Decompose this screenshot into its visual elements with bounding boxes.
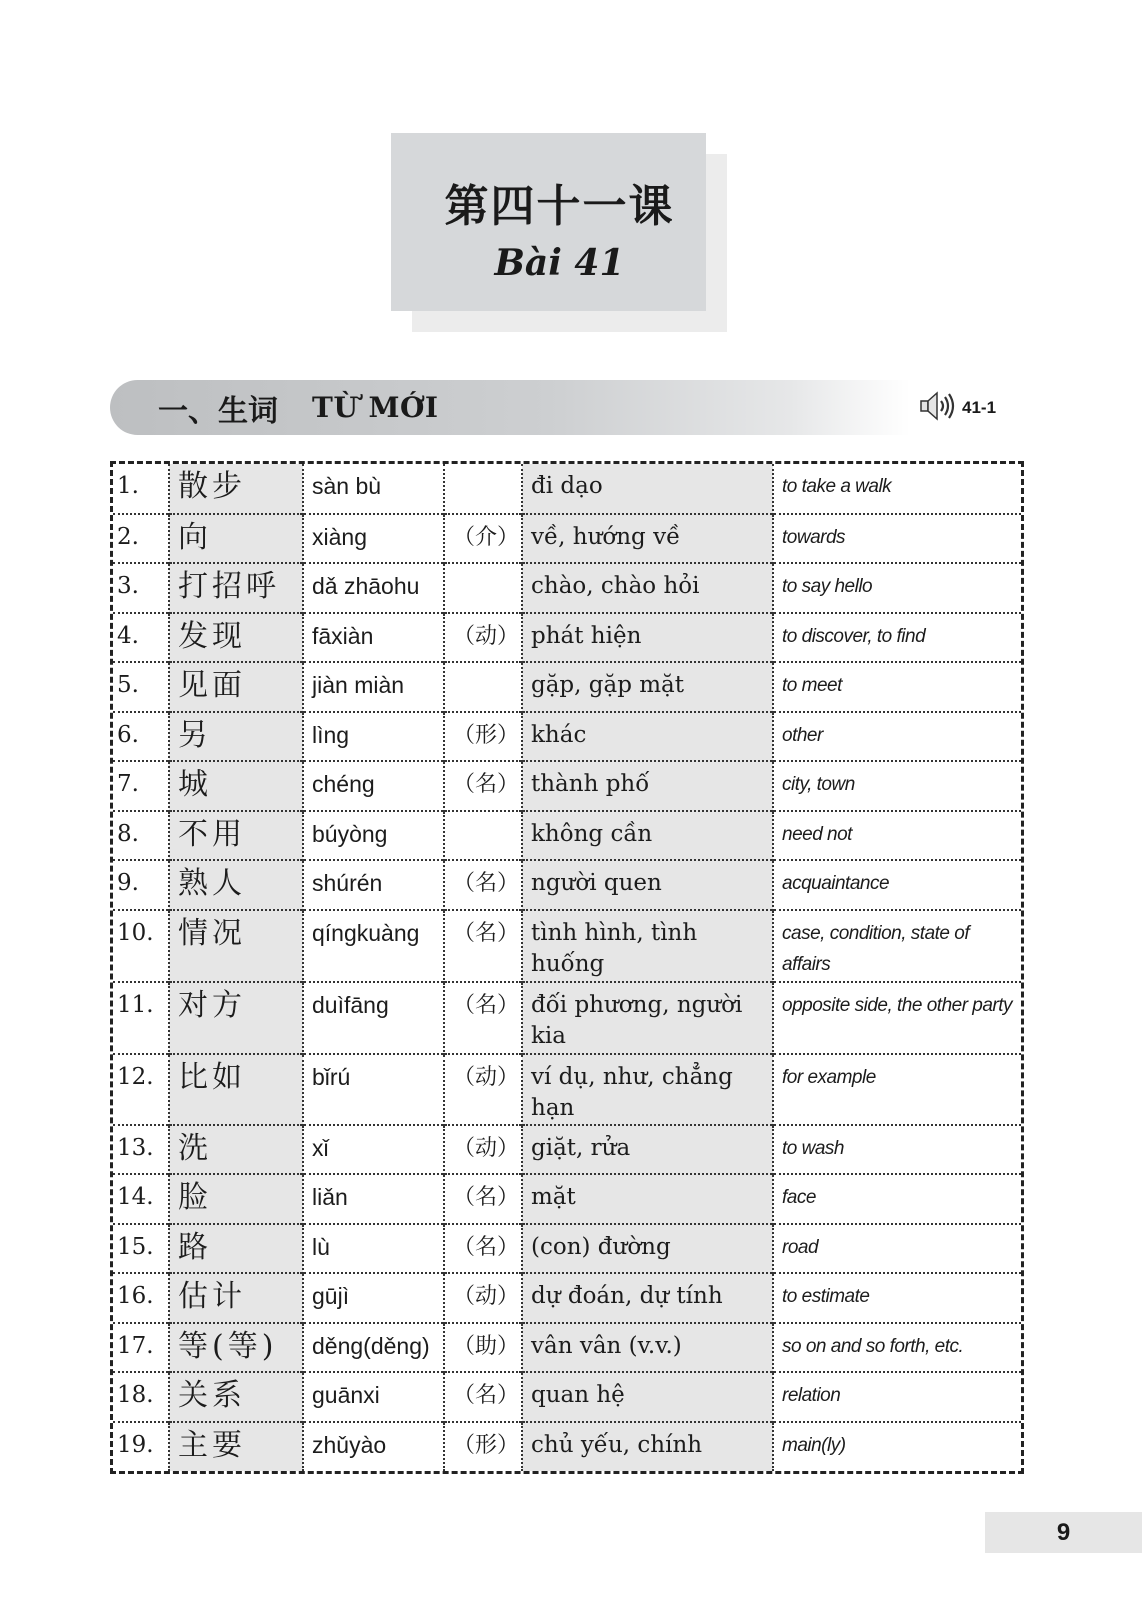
row-number: 18. — [113, 1372, 169, 1422]
table-row — [113, 910, 1021, 982]
part-of-speech-cell: （形） — [444, 1422, 522, 1472]
vietnamese-meaning-cell: (con) đường — [522, 1224, 773, 1274]
vocabulary-table — [110, 461, 1024, 1474]
english-meaning-cell: relation — [773, 1372, 1021, 1422]
part-of-speech-cell: （名） — [444, 1372, 522, 1422]
vietnamese-meaning-cell: chủ yếu, chính — [522, 1422, 773, 1472]
hanzi-cell: 城 — [169, 761, 303, 811]
table-row — [113, 860, 1021, 910]
pinyin-cell: liǎn — [303, 1174, 444, 1224]
hanzi-cell: 估计 — [169, 1273, 303, 1323]
english-meaning-cell: to wash — [773, 1125, 1021, 1175]
english-meaning-cell: other — [773, 712, 1021, 762]
pinyin-cell: děng(děng) — [303, 1323, 444, 1373]
part-of-speech-cell: （介） — [444, 514, 522, 564]
hanzi-cell: 熟人 — [169, 860, 303, 910]
vietnamese-meaning-cell: quan hệ — [522, 1372, 773, 1422]
english-meaning-cell: need not — [773, 811, 1021, 861]
section-title-chinese: 一、生词 — [158, 393, 278, 429]
vietnamese-meaning-cell: người quen — [522, 860, 773, 910]
row-number: 5. — [113, 662, 169, 712]
audio-track-label: 41-1 — [962, 398, 997, 417]
pinyin-cell: lìng — [303, 712, 444, 762]
hanzi-cell: 比如 — [169, 1054, 303, 1125]
part-of-speech-cell: （名） — [444, 910, 522, 982]
hanzi-cell: 情况 — [169, 910, 303, 982]
hanzi-cell: 向 — [169, 514, 303, 564]
hanzi-cell: 主要 — [169, 1422, 303, 1472]
pinyin-cell: qíngkuàng — [303, 910, 444, 982]
part-of-speech-cell — [444, 662, 522, 712]
vietnamese-meaning-cell: giặt, rửa — [522, 1125, 773, 1175]
hanzi-cell: 脸 — [169, 1174, 303, 1224]
vietnamese-meaning-cell: mặt — [522, 1174, 773, 1224]
part-of-speech-cell: （名） — [444, 1224, 522, 1274]
english-meaning-cell: to meet — [773, 662, 1021, 712]
vietnamese-meaning-cell: về, hướng về — [522, 514, 773, 564]
table-row — [113, 613, 1021, 663]
page-number-box — [985, 1512, 1142, 1553]
pinyin-cell: guānxi — [303, 1372, 444, 1422]
pinyin-cell: zhǔyào — [303, 1422, 444, 1472]
audio-track-reference[interactable] — [918, 390, 996, 426]
part-of-speech-cell — [444, 811, 522, 861]
vietnamese-meaning-cell: đi dạo — [522, 464, 773, 514]
vietnamese-meaning-cell: thành phố — [522, 761, 773, 811]
pinyin-cell: jiàn miàn — [303, 662, 444, 712]
part-of-speech-cell: （名） — [444, 982, 522, 1054]
english-meaning-cell: opposite side, the other party — [773, 982, 1021, 1054]
table-row — [113, 1422, 1021, 1472]
row-number: 12. — [113, 1054, 169, 1125]
pinyin-cell: dǎ zhāohu — [303, 563, 444, 613]
row-number: 2. — [113, 514, 169, 564]
row-number: 11. — [113, 982, 169, 1054]
row-number: 15. — [113, 1224, 169, 1274]
part-of-speech-cell: （动） — [444, 1054, 522, 1125]
english-meaning-cell: to discover, to find — [773, 613, 1021, 663]
english-meaning-cell: case, condition, state of affairs — [773, 910, 1021, 982]
pinyin-cell: duìfāng — [303, 982, 444, 1054]
hanzi-cell: 关系 — [169, 1372, 303, 1422]
row-number: 7. — [113, 761, 169, 811]
row-number: 6. — [113, 712, 169, 762]
english-meaning-cell: main(ly) — [773, 1422, 1021, 1472]
table-row — [113, 1125, 1021, 1175]
hanzi-cell: 等(等) — [169, 1323, 303, 1373]
pinyin-cell: shúrén — [303, 860, 444, 910]
lesson-title-vietnamese: Bài 41 — [494, 242, 625, 284]
english-meaning-cell: for example — [773, 1054, 1021, 1125]
part-of-speech-cell: （助） — [444, 1323, 522, 1373]
vietnamese-meaning-cell: dự đoán, dự tính — [522, 1273, 773, 1323]
hanzi-cell: 不用 — [169, 811, 303, 861]
pinyin-cell: xǐ — [303, 1125, 444, 1175]
row-number: 17. — [113, 1323, 169, 1373]
pinyin-cell: bǐrú — [303, 1054, 444, 1125]
row-number: 19. — [113, 1422, 169, 1472]
hanzi-cell: 路 — [169, 1224, 303, 1274]
part-of-speech-cell: （动） — [444, 1273, 522, 1323]
vietnamese-meaning-cell: chào, chào hỏi — [522, 563, 773, 613]
english-meaning-cell: face — [773, 1174, 1021, 1224]
section-header-bar — [110, 380, 910, 435]
page-number: 9 — [1056, 1518, 1071, 1546]
hanzi-cell: 见面 — [169, 662, 303, 712]
pinyin-cell: gūjì — [303, 1273, 444, 1323]
table-row — [113, 563, 1021, 613]
english-meaning-cell: city, town — [773, 761, 1021, 811]
part-of-speech-cell: （名） — [444, 1174, 522, 1224]
row-number: 9. — [113, 860, 169, 910]
part-of-speech-cell: （名） — [444, 860, 522, 910]
vietnamese-meaning-cell: ví dụ, như, chẳng hạn — [522, 1054, 773, 1125]
row-number: 8. — [113, 811, 169, 861]
row-number: 3. — [113, 563, 169, 613]
english-meaning-cell: to take a walk — [773, 464, 1021, 514]
section-title-vietnamese: TỪ MỚI — [312, 391, 439, 424]
part-of-speech-cell: （名） — [444, 761, 522, 811]
part-of-speech-cell — [444, 464, 522, 514]
table-row — [113, 1372, 1021, 1422]
english-meaning-cell: to say hello — [773, 563, 1021, 613]
vietnamese-meaning-cell: vân vân (v.v.) — [522, 1323, 773, 1373]
pinyin-cell: lù — [303, 1224, 444, 1274]
row-number: 16. — [113, 1273, 169, 1323]
row-number: 4. — [113, 613, 169, 663]
part-of-speech-cell: （形） — [444, 712, 522, 762]
hanzi-cell: 打招呼 — [169, 563, 303, 613]
table-row — [113, 1273, 1021, 1323]
lesson-title-panel — [391, 133, 706, 311]
english-meaning-cell: to estimate — [773, 1273, 1021, 1323]
pinyin-cell: fāxiàn — [303, 613, 444, 663]
vietnamese-meaning-cell: không cần — [522, 811, 773, 861]
table-row — [113, 464, 1021, 514]
table-row — [113, 761, 1021, 811]
english-meaning-cell: so on and so forth, etc. — [773, 1323, 1021, 1373]
hanzi-cell: 对方 — [169, 982, 303, 1054]
english-meaning-cell: road — [773, 1224, 1021, 1274]
table-row — [113, 514, 1021, 564]
row-number: 10. — [113, 910, 169, 982]
part-of-speech-cell: （动） — [444, 613, 522, 663]
table-row — [113, 1224, 1021, 1274]
part-of-speech-cell: （动） — [444, 1125, 522, 1175]
row-number: 13. — [113, 1125, 169, 1175]
pinyin-cell: xiàng — [303, 514, 444, 564]
row-number: 14. — [113, 1174, 169, 1224]
lesson-title-chinese: 第四十一课 — [444, 181, 675, 232]
table-row — [113, 811, 1021, 861]
vietnamese-meaning-cell: khác — [522, 712, 773, 762]
table-row — [113, 1323, 1021, 1373]
table-row — [113, 1054, 1021, 1125]
table-row — [113, 982, 1021, 1054]
pinyin-cell: chéng — [303, 761, 444, 811]
hanzi-cell: 洗 — [169, 1125, 303, 1175]
vietnamese-meaning-cell: đối phương, người kia — [522, 982, 773, 1054]
english-meaning-cell: acquaintance — [773, 860, 1021, 910]
hanzi-cell: 发现 — [169, 613, 303, 663]
table-row — [113, 662, 1021, 712]
table-row — [113, 712, 1021, 762]
vietnamese-meaning-cell: phát hiện — [522, 613, 773, 663]
pinyin-cell: sàn bù — [303, 464, 444, 514]
part-of-speech-cell — [444, 563, 522, 613]
vietnamese-meaning-cell: gặp, gặp mặt — [522, 662, 773, 712]
hanzi-cell: 散步 — [169, 464, 303, 514]
table-row — [113, 1174, 1021, 1224]
speaker-icon — [918, 390, 958, 426]
row-number: 1. — [117, 473, 139, 499]
pinyin-cell: búyòng — [303, 811, 444, 861]
english-meaning-cell: towards — [773, 514, 1021, 564]
vietnamese-meaning-cell: tình hình, tình huống — [522, 910, 773, 982]
hanzi-cell: 另 — [169, 712, 303, 762]
